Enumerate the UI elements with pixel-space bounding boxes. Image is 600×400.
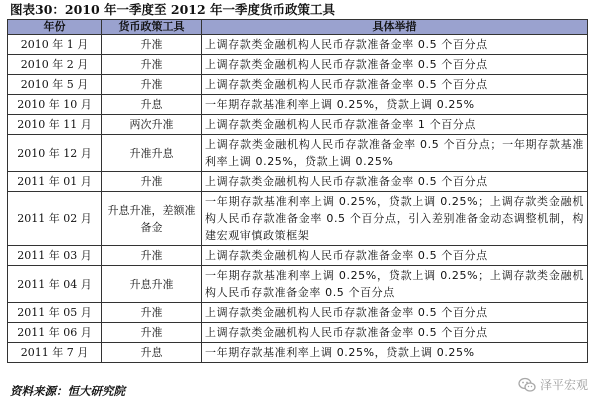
cell-tool: 升准 bbox=[102, 323, 202, 343]
cell-detail: 一年期存款基准利率上调 0.25%，贷款上调 0.25% bbox=[202, 95, 588, 115]
table-row bbox=[8, 192, 588, 246]
policy-table bbox=[7, 19, 588, 363]
cell-year: 2010 年 12 月 bbox=[8, 135, 102, 172]
cell-detail: 一年期存款基准利率上调 0.25%，贷款上调 0.25%；上调存款类金融机构人民币存款准备金率 0.5 个百分点 bbox=[202, 266, 588, 303]
cell-year: 2010 年 5 月 bbox=[8, 75, 102, 95]
source-note: 资料来源：恒大研究院 bbox=[10, 384, 125, 398]
cell-tool: 升准 bbox=[102, 303, 202, 323]
table-row bbox=[8, 115, 588, 135]
cell-detail: 上调存款类金融机构人民币存款准备金率 0.5 个百分点 bbox=[202, 246, 588, 266]
header-detail: 具体举措 bbox=[202, 20, 588, 35]
table-row bbox=[8, 75, 588, 95]
cell-detail: 上调存款类金融机构人民币存款准备金率 0.5 个百分点 bbox=[202, 172, 588, 192]
figure-caption: 图表30：2010 年一季度至 2012 年一季度货币政策工具 bbox=[10, 2, 336, 17]
cell-tool: 两次升准 bbox=[102, 115, 202, 135]
table-row bbox=[8, 172, 588, 192]
cell-year: 2011 年 01 月 bbox=[8, 172, 102, 192]
cell-detail: 上调存款类金融机构人民币存款准备金率 0.5 个百分点 bbox=[202, 323, 588, 343]
table-row bbox=[8, 35, 588, 55]
cell-tool: 升准 bbox=[102, 246, 202, 266]
cell-detail: 上调存款类金融机构人民币存款准备金率 0.5 个百分点 bbox=[202, 55, 588, 75]
cell-year: 2010 年 11 月 bbox=[8, 115, 102, 135]
header-tool: 货币政策工具 bbox=[102, 20, 202, 35]
cell-year: 2011 年 02 月 bbox=[8, 192, 102, 246]
cell-tool: 升准 bbox=[102, 35, 202, 55]
table-row bbox=[8, 343, 588, 363]
cell-detail: 上调存款类金融机构人民币存款准备金率 0.5 个百分点；一年期存款基准利率上调 0.25%，贷款上调 0.25% bbox=[202, 135, 588, 172]
cell-year: 2011 年 7 月 bbox=[8, 343, 102, 363]
cell-detail: 上调存款类金融机构人民币存款准备金率 0.5 个百分点 bbox=[202, 75, 588, 95]
cell-year: 2011 年 06 月 bbox=[8, 323, 102, 343]
cell-tool: 升准 bbox=[102, 75, 202, 95]
table-header-row bbox=[8, 20, 588, 35]
cell-detail: 一年期存款基准利率上调 0.25%，贷款上调 0.25%；上调存款类金融机构人民币存款准备金率 0.5 个百分点，引入差别准备金动态调整机制，构建宏观审慎政策框架 bbox=[202, 192, 588, 246]
cell-year: 2010 年 2 月 bbox=[8, 55, 102, 75]
cell-tool: 升息 bbox=[102, 95, 202, 115]
cell-year: 2011 年 04 月 bbox=[8, 266, 102, 303]
table-row bbox=[8, 246, 588, 266]
table-row bbox=[8, 323, 588, 343]
cell-detail: 上调存款类金融机构人民币存款准备金率 1 个百分点 bbox=[202, 115, 588, 135]
table-row bbox=[8, 135, 588, 172]
table-body bbox=[8, 35, 588, 363]
cell-year: 2011 年 05 月 bbox=[8, 303, 102, 323]
table-row bbox=[8, 266, 588, 303]
table-row bbox=[8, 303, 588, 323]
cell-tool: 升准升息 bbox=[102, 135, 202, 172]
cell-tool: 升准 bbox=[102, 55, 202, 75]
cell-year: 2010 年 10 月 bbox=[8, 95, 102, 115]
cell-tool: 升息升准，差额准备金 bbox=[102, 192, 202, 246]
cell-tool: 升息升准 bbox=[102, 266, 202, 303]
wechat-icon bbox=[518, 377, 536, 393]
cell-detail: 一年期存款基准利率上调 0.25%，贷款上调 0.25% bbox=[202, 343, 588, 363]
watermark-text: 泽平宏观 bbox=[539, 378, 588, 392]
cell-tool: 升息 bbox=[102, 343, 202, 363]
cell-year: 2011 年 03 月 bbox=[8, 246, 102, 266]
cell-year: 2010 年 1 月 bbox=[8, 35, 102, 55]
table-row bbox=[8, 55, 588, 75]
cell-tool: 升准 bbox=[102, 172, 202, 192]
watermark bbox=[518, 376, 588, 393]
header-year: 年份 bbox=[8, 20, 102, 35]
table-row bbox=[8, 95, 588, 115]
cell-detail: 上调存款类金融机构人民币存款准备金率 0.5 个百分点 bbox=[202, 35, 588, 55]
cell-detail: 上调存款类金融机构人民币存款准备金率 0.5 个百分点 bbox=[202, 303, 588, 323]
